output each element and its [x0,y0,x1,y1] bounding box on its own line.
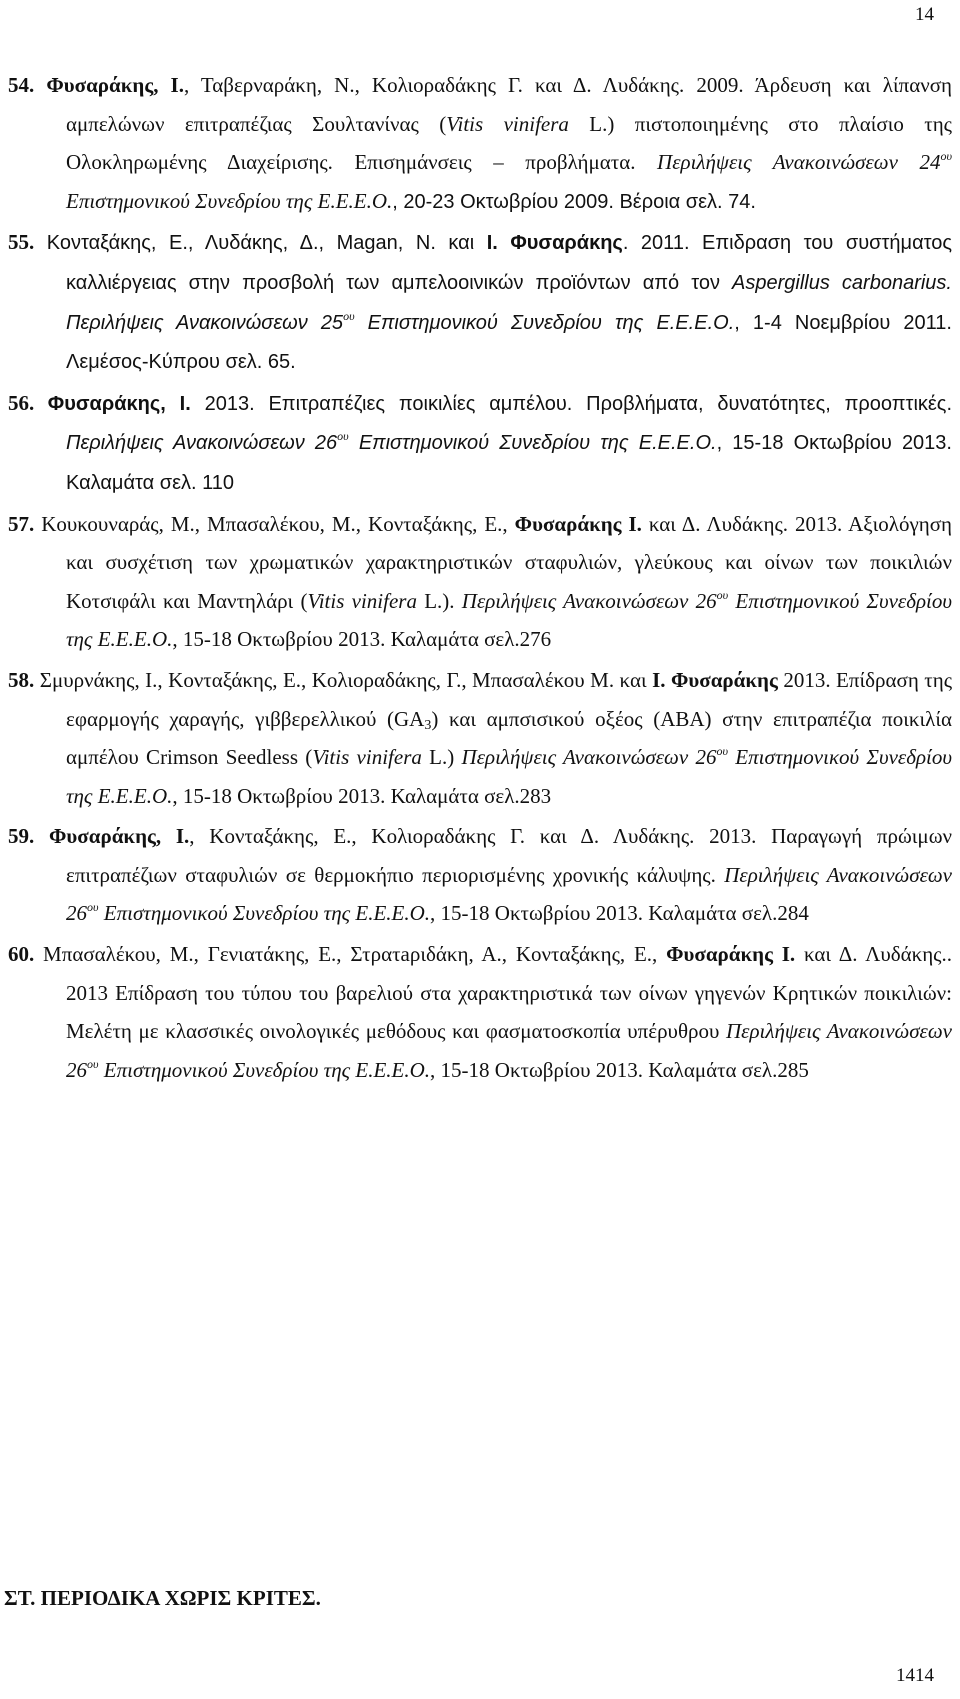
reference-title: και Δ. Λυδάκης.. 2013 Επίδραση του τύπου του βαρελιού στα χαρακτηριστικά των οίνων γηγενών Κρητικών ποικιλιών: Μελέτη με κλασσικές οινολογικές μεθόδους και φασματοσκοπία υπέρυθρου [66,942,953,1044]
ordinal-superscript: ου [940,149,952,164]
reference-number: 60. [8,942,35,967]
author-highlight: Φυσαράκης Ι. [666,942,796,967]
reference-number: 56. [8,390,35,415]
author-highlight: Ι. Φυσαράκης [486,232,623,255]
proceedings-name-rest: Επιστημονικού Συνεδρίου της Ε.Ε.Ε.Ο. [98,901,431,926]
reference-number: 55. [8,230,35,255]
reference-54 [4,66,952,221]
author-highlight: Φυσαράκης, Ι. [46,73,184,97]
reference-56 [4,384,952,503]
reference-58 [4,661,952,815]
species-name: Vitis vinifera [312,745,422,770]
proceedings-name-rest: Επιστημονικού Συνεδρίου της Ε.Ε.Ε.Ο. [66,588,953,652]
proceedings-name-rest: Επιστημονικού Συνεδρίου της Ε.Ε.Ε.Ο. [66,745,953,808]
author-highlight: Φυσαράκης, Ι. [47,392,191,415]
section-heading: ΣΤ. ΠΕΡΙΟΔΙΚΑ ΧΩΡΙΣ ΚΡΙΤΕΣ. [4,1586,321,1610]
ordinal-superscript: ου [716,744,728,759]
page-number-top: 14 [915,4,934,25]
reference-title: L.) πιστοποιημένης στο πλαίσιο της Ολοκληρωμένης Διαχείρισης. Επισημάνσεις – προβλήματα. [66,111,953,175]
reference-authors: , Ταβερναράκη, Ν., Κολιοραδάκης Γ. και Δ. Λυδάκης. 2009. Άρδευση και λίπανση αμπελώνων επιτραπέζιας Σουλτανίνας ( [66,73,953,136]
reference-tail: , 15-18 Οκτωβρίου 2013. Καλαμάτα σελ.283 [172,783,552,808]
proceedings-name: Περιλήψεις Ανακοινώσεων 26 [66,862,952,926]
proceedings-name: Περιλήψεις Ανακοινώσεων 26 [66,1019,952,1082]
species-name: Vitis vinifera [307,588,417,613]
author-highlight: Φυσαράκης, Ι. [49,824,190,849]
subscript: 3 [424,717,432,733]
reference-title-rest: L.). [416,588,462,613]
reference-title-rest: ) και αμπσισικού οξέος (ABA) στην επιτραπέζια ποικιλία αμπέλου Crimson Seedless ( [66,706,952,770]
reference-title: και Δ. Λυδάκης. 2013. Αξιολόγηση και συσχέτιση των χρωματικών χαρακτηριστικών σταφυλιών, γλεύκους και οίνων των ποικιλιών Κοτσιφάλι και Μαντηλάρι ( [66,511,953,613]
reference-list [4,66,952,1089]
reference-tail: , 1-4 Νοεμβρίου 2011. Λεμέσος-Κύπρου σελ. 65. [66,311,952,374]
proceedings-name: Περιλήψεις Ανακοινώσεων 24 [657,150,941,175]
reference-title: 2013. Επίδραση της εφαρμογής χαραγής, γιββερελλικού (GA [66,667,953,731]
ordinal-superscript: ου [343,308,355,323]
species-name: Aspergillus carbonarius. [732,271,952,294]
reference-number: 57. [8,511,35,536]
proceedings-name-rest: Επιστημονικού Συνεδρίου της Ε.Ε.Ε.Ο. [66,188,393,213]
proceedings-name: Περιλήψεις Ανακοινώσεων 26 [461,745,717,770]
ordinal-superscript: ου [87,900,99,915]
reference-tail: , 20-23 Οκτωβρίου 2009. Βέροια σελ. 74. [392,190,756,213]
proceedings-name: Περιλήψεις Ανακοινώσεων 25 [66,311,344,334]
proceedings-name: Περιλήψεις Ανακοινώσεων 26 [461,588,717,613]
reference-title: . 2011. Επιδραση του συστήματος καλλιέργειας στην προσβολή των αμπελοοινικών προϊόντων από τον [66,232,953,294]
reference-authors: Κουκουναράς, Μ., Μπασαλέκου, Μ., Κονταξάκης, Ε., [34,511,515,536]
reference-number: 58. [8,667,35,692]
ordinal-superscript: ου [337,429,349,444]
reference-number: 54. [8,73,35,97]
reference-tail: , 15-18 Οκτωβρίου 2013. Καλαμάτα σελ.284 [430,901,809,926]
author-highlight: Φυσαράκης Ι. [514,511,642,536]
reference-tail: , 15-18 Οκτωβρίου 2013. Καλαμάτα σελ.276 [172,627,552,652]
proceedings-name-rest: Επιστημονικού Συνεδρίου της Ε.Ε.Ε.Ο. [354,311,735,334]
reference-title: 2013. Επιτραπέζιες ποικιλίες αμπέλου. Προβλήματα, δυνατότητες, προοπτικές. [190,392,953,415]
reference-57 [4,505,952,659]
proceedings-name: Περιλήψεις Ανακοινώσεων 26 [66,432,338,455]
reference-authors: Μπασαλέκου, Μ., Γενιατάκης, Ε., Στρατaριδάκη, Α., Κονταξάκης, Ε., [34,942,667,967]
reference-number: 59. [8,824,35,849]
reference-60 [4,935,952,1089]
reference-title-rest2: L.) [421,745,462,770]
reference-authors: Κονταξάκης, Ε., Λυδάκης, Δ., Magan, N. και [34,232,487,255]
proceedings-name-rest: Επιστημονικού Συνεδρίου της Ε.Ε.Ε.Ο. [348,432,717,455]
reference-55 [4,223,952,381]
page-number-bottom: 1414 [896,1665,934,1686]
author-highlight: Ι. Φυσαράκης [652,667,778,692]
proceedings-name-rest: Επιστημονικού Συνεδρίου της Ε.Ε.Ε.Ο. [98,1057,431,1082]
ordinal-superscript: ου [716,587,729,602]
reference-authors: , Κονταξάκης, Ε., Κολιοραδάκης Γ. και Δ. Λυδάκης. 2013. Παραγωγή πρώιμων επιτραπέζιων σταφυλιών σε θερμοκήπιο περιορισμένης χρονικής κάλυψης. [66,824,953,887]
reference-authors: Σμυρνάκης, Ι., Κονταξάκης, Ε., Κολιοραδάκης, Γ., Μπασαλέκου Μ. και [34,667,653,692]
reference-tail: , 15-18 Οκτωβρίου 2013. Καλαμάτα σελ. 110 [66,432,952,494]
reference-59 [4,817,952,933]
species-name: Vitis vinifera [446,111,569,136]
reference-tail: , 15-18 Οκτωβρίου 2013. Καλαμάτα σελ.285 [430,1057,809,1082]
ordinal-superscript: ου [87,1056,99,1071]
